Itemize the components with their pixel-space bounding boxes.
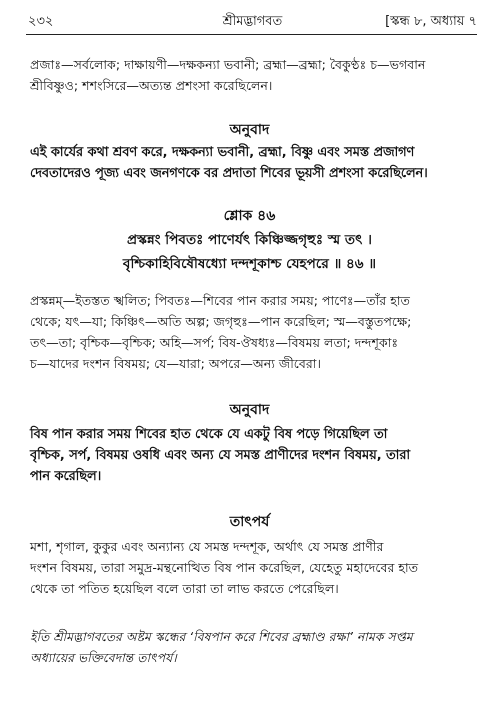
synonyms-verse	[30, 290, 475, 374]
book-title: শ্রীমদ্ভাগবত	[222, 14, 283, 29]
page-number: ২৩২	[28, 14, 54, 29]
verse-heading: শ্লোক ৪৬	[223, 208, 276, 224]
translation-heading-2: অনুবাদ	[229, 402, 270, 418]
synonyms-top-line-1: প্রজাঃ—সর্বলোক; দাক্ষায়ণী—দক্ষকন্যা ভবানী; ব্রহ্মা—ব্রহ্মা; বৈকুণ্ঠঃ চ—ভগবান	[30, 57, 426, 72]
translation-1-line-2: দেবতাদেরও পূজ্য এবং জনগণকে বর প্রদাতা শিবের ভূয়সী প্রশংসা করেছিলেন।	[30, 166, 428, 181]
purport-line-2: দংশন বিষময়, তারা সমুদ্র-মন্থনোত্থিত বিষ পান করেছিল, যেহেতু মহাদেবের হাত	[30, 560, 419, 575]
synonyms-verse-line-4: চ—যাদের দংশন বিষময়; যে—যারা; অপরে—অন্য জীবেরা।	[30, 356, 321, 371]
translation-heading-1: অনুবাদ	[229, 122, 270, 138]
verse-line-2: বৃশ্চিকাহিবিষৌষধ্যো দন্দশূকাশ্চ যেহপরে ॥ ৪৬ ॥	[122, 256, 377, 272]
synonyms-verse-line-1: প্রস্কন্নম্—ইতস্তত স্খলিত; পিবতঃ—শিবের পান করার সময়; পাণেঃ—তাঁর হাত	[30, 293, 410, 308]
purport-heading: তাৎপর্য	[229, 514, 270, 530]
synonyms-top	[30, 54, 475, 96]
header-rule	[26, 34, 477, 35]
purport-text	[30, 536, 475, 599]
chapter-colophon	[30, 626, 475, 668]
synonyms-top-line-2: শ্রীবিষ্ণুও; শশংসিরে—অত্যন্ত প্রশংসা করেছিলেন।	[30, 78, 273, 93]
translation-1	[30, 142, 475, 184]
verse-text	[20, 228, 479, 276]
colophon-line-1: ইতি শ্রীমদ্ভাগবতের অষ্টম স্কন্ধের ‘বিষপান করে শিবের ব্রহ্মাণ্ড রক্ষা’ নামক সপ্তম	[30, 629, 413, 644]
running-header	[28, 12, 477, 32]
verse-line-1: প্রস্কন্নং পিবতঃ পাণের্যৎ কিঞ্চিজ্জগৃহুঃ স্ম তৎ ।	[127, 232, 372, 248]
purport-line-1: মশা, শৃগাল, কুকুর এবং অন্যান্য যে সমস্ত দন্দশূক, অর্থাৎ যে সমস্ত প্রাণীর	[30, 539, 384, 554]
colophon-line-2: অধ্যায়ের ভক্তিবেদান্ত তাৎপর্য।	[30, 650, 177, 665]
chapter-reference: [স্কন্ধ ৮, অধ্যায় ৭	[385, 14, 477, 29]
synonyms-verse-line-2: থেকে; যৎ—যা; কিঞ্চিৎ—অতি অল্প; জগৃহুঃ—পান করেছিল; স্ম—বস্তুতপক্ষে;	[30, 314, 412, 329]
translation-2-line-3: পান করেছিল।	[30, 469, 102, 484]
translation-2-line-2: বৃশ্চিক, সর্প, বিষময় ওষধি এবং অন্য যে সমস্ত প্রাণীদের দংশন বিষময়, তারা	[30, 448, 411, 463]
translation-2-line-1: বিষ পান করার সময় শিবের হাত থেকে যে একটু বিষ পড়ে গিয়েছিল তা	[30, 427, 388, 442]
synonyms-verse-line-3: তৎ—তা; বৃশ্চিক—বৃশ্চিক; অহি—সর্প; বিষ-ঔষধ্যঃ—বিষময় লতা; দন্দশূকাঃ	[30, 335, 399, 350]
translation-2	[30, 424, 475, 487]
translation-1-line-1: এই কার্যের কথা শ্রবণ করে, দক্ষকন্যা ভবানী, ব্রহ্মা, বিষ্ণু এবং সমস্ত প্রজাগণ	[30, 145, 415, 160]
purport-line-3: থেকে তা পতিত হয়েছিল বলে তারা তা লাভ করতে পেরেছিল।	[30, 581, 339, 596]
